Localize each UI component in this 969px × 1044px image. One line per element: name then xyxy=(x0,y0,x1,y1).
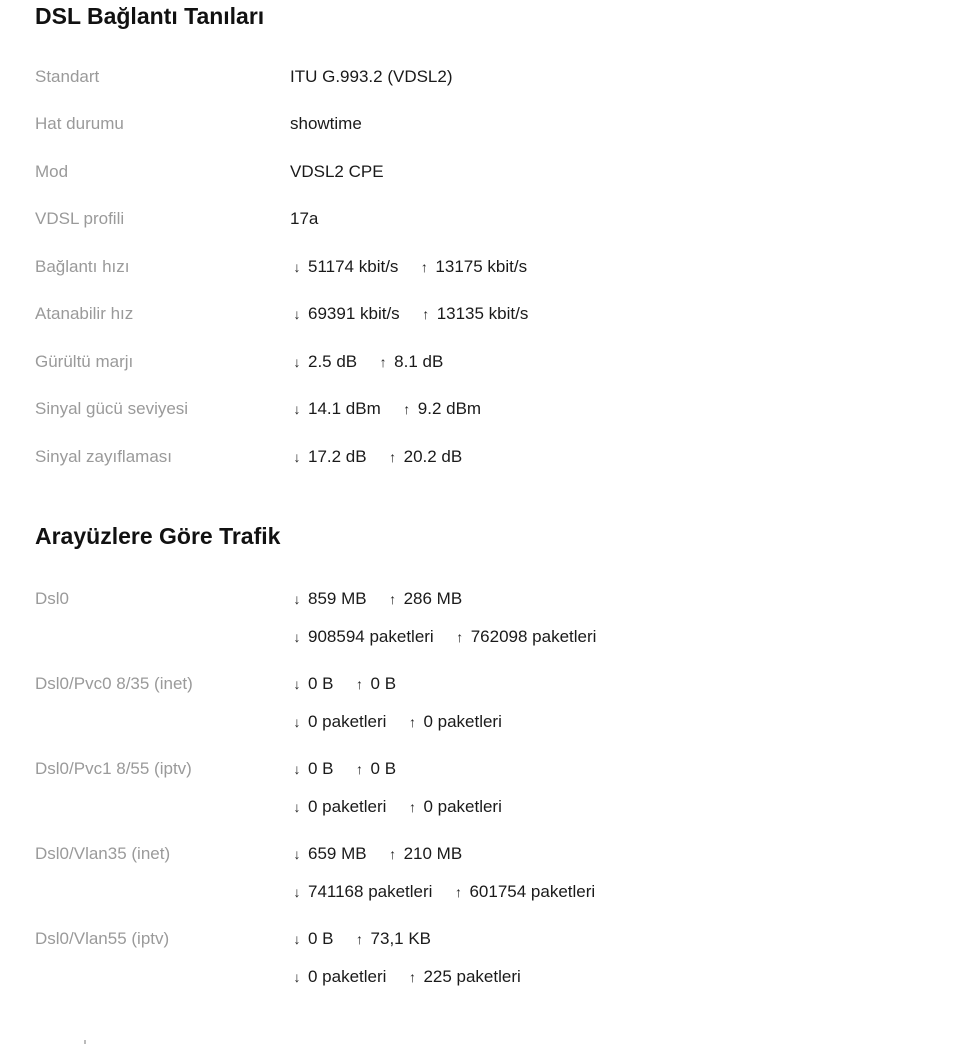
row-mode xyxy=(35,160,935,184)
bytes-down: 0 B xyxy=(308,759,334,778)
row-signal-power xyxy=(35,397,935,421)
packets-up: 225 paketleri xyxy=(423,967,521,986)
arrow-down-icon: ↓ xyxy=(293,449,301,465)
arrow-up-icon: ↑ xyxy=(456,629,464,645)
interface-label: Dsl0/Vlan35 (inet) xyxy=(35,844,171,863)
packets-down: 741168 paketleri xyxy=(308,882,433,901)
row-label: Mod xyxy=(35,162,69,181)
interface-pvc1-bytes xyxy=(35,757,935,781)
arrow-down-icon: ↓ xyxy=(293,969,301,985)
interface-vlan35-packets xyxy=(35,880,935,904)
arrow-up-icon: ↑ xyxy=(408,969,416,985)
downstream-value: 17.2 dB xyxy=(308,447,367,466)
value-pair xyxy=(290,445,462,469)
interface-label: Dsl0/Pvc1 8/55 (iptv) xyxy=(35,759,192,778)
bytes-pair xyxy=(290,587,462,611)
row-line-status xyxy=(35,112,935,136)
upstream-value: 20.2 dB xyxy=(403,447,463,466)
arrow-down-icon: ↓ xyxy=(293,714,301,730)
bytes-up: 73,1 KB xyxy=(370,929,432,948)
bytes-up: 286 MB xyxy=(403,589,463,608)
arrow-up-icon: ↑ xyxy=(389,449,397,465)
bytes-pair xyxy=(290,757,396,781)
upstream-value: 13175 kbit/s xyxy=(435,257,528,276)
arrow-down-icon: ↓ xyxy=(293,354,301,370)
row-standard xyxy=(35,65,935,89)
row-label: Hat durumu xyxy=(35,114,124,133)
arrow-down-icon: ↓ xyxy=(293,306,301,322)
downstream-value: 69391 kbit/s xyxy=(308,304,400,323)
row-label: Bağlantı hızı xyxy=(35,257,130,276)
packets-pair xyxy=(290,625,596,649)
packets-down: 0 paketleri xyxy=(308,967,387,986)
arrow-down-icon: ↓ xyxy=(293,761,301,777)
interface-vlan35-bytes xyxy=(35,842,935,866)
arrow-up-icon: ↑ xyxy=(408,799,416,815)
row-signal-attenuation xyxy=(35,445,935,469)
packets-pair xyxy=(290,795,502,819)
interface-pvc0-bytes xyxy=(35,672,935,696)
interface-dsl0-packets xyxy=(35,625,935,649)
speed-pair xyxy=(290,255,527,279)
packets-up: 762098 paketleri xyxy=(470,627,597,646)
downstream-value: 2.5 dB xyxy=(308,352,358,371)
row-label: Sinyal gücü seviyesi xyxy=(35,399,189,418)
value-pair xyxy=(290,397,481,421)
packets-down: 908594 paketleri xyxy=(308,627,434,646)
arrow-up-icon: ↑ xyxy=(454,884,462,900)
arrow-up-icon: ↑ xyxy=(422,306,430,322)
interface-label: Dsl0/Vlan55 (iptv) xyxy=(35,929,170,948)
traffic-by-interface-title: Arayüzlere Göre Trafik xyxy=(35,523,281,549)
row-label: Gürültü marjı xyxy=(35,352,134,371)
packets-up: 601754 paketleri xyxy=(469,882,596,901)
arrow-down-icon: ↓ xyxy=(293,401,301,417)
packets-pair xyxy=(290,965,521,989)
row-vdsl-profile xyxy=(35,207,935,231)
bytes-down: 0 B xyxy=(308,674,334,693)
arrow-up-icon: ↑ xyxy=(420,259,428,275)
row-noise-margin xyxy=(35,350,935,374)
interface-label: Dsl0/Pvc0 8/35 (inet) xyxy=(35,674,193,693)
interface-label: Dsl0 xyxy=(35,589,70,608)
row-label: Standart xyxy=(35,67,100,86)
row-value: 17a xyxy=(290,209,319,228)
upstream-value: 9.2 dBm xyxy=(417,399,482,418)
arrow-down-icon: ↓ xyxy=(293,799,301,815)
row-label: VDSL profili xyxy=(35,209,125,228)
cut-off-content-mark xyxy=(84,1040,86,1044)
packets-up: 0 paketleri xyxy=(423,712,502,731)
bytes-up: 0 B xyxy=(370,674,397,693)
bytes-pair xyxy=(290,842,462,866)
bytes-pair xyxy=(290,672,396,696)
packets-down: 0 paketleri xyxy=(308,712,387,731)
bytes-pair xyxy=(290,927,431,951)
arrow-up-icon: ↑ xyxy=(356,931,364,947)
packets-pair xyxy=(290,880,595,904)
dsl-diagnostics-title: DSL Bağlantı Tanıları xyxy=(35,3,265,29)
arrow-down-icon: ↓ xyxy=(293,846,301,862)
value-pair xyxy=(290,350,443,374)
interface-dsl0-bytes xyxy=(35,587,935,611)
arrow-down-icon: ↓ xyxy=(293,629,301,645)
packets-up: 0 paketleri xyxy=(423,797,502,816)
arrow-down-icon: ↓ xyxy=(293,676,301,692)
arrow-up-icon: ↑ xyxy=(403,401,411,417)
speed-pair xyxy=(290,302,528,326)
arrow-up-icon: ↑ xyxy=(408,714,416,730)
upstream-value: 13135 kbit/s xyxy=(436,304,529,323)
interface-vlan55-bytes xyxy=(35,927,935,951)
row-attainable-speed xyxy=(35,302,935,326)
row-label: Atanabilir hız xyxy=(35,304,134,323)
arrow-up-icon: ↑ xyxy=(379,354,387,370)
bytes-down: 0 B xyxy=(308,929,334,948)
row-value: ITU G.993.2 (VDSL2) xyxy=(290,67,453,86)
packets-down: 0 paketleri xyxy=(308,797,387,816)
downstream-value: 14.1 dBm xyxy=(308,399,381,418)
row-value: showtime xyxy=(290,114,362,133)
arrow-down-icon: ↓ xyxy=(293,931,301,947)
row-label: Sinyal zayıflaması xyxy=(35,447,172,466)
arrow-up-icon: ↑ xyxy=(356,676,364,692)
arrow-down-icon: ↓ xyxy=(293,884,301,900)
bytes-down: 659 MB xyxy=(308,844,367,863)
interface-pvc0-packets xyxy=(35,710,935,734)
interface-vlan55-packets xyxy=(35,965,935,989)
arrow-up-icon: ↑ xyxy=(356,761,364,777)
arrow-up-icon: ↑ xyxy=(389,591,397,607)
arrow-down-icon: ↓ xyxy=(293,259,301,275)
packets-pair xyxy=(290,710,502,734)
bytes-up: 0 B xyxy=(370,759,397,778)
row-connection-speed xyxy=(35,255,935,279)
bytes-up: 210 MB xyxy=(403,844,463,863)
arrow-down-icon: ↓ xyxy=(293,591,301,607)
bytes-down: 859 MB xyxy=(308,589,367,608)
arrow-up-icon: ↑ xyxy=(389,846,397,862)
interface-pvc1-packets xyxy=(35,795,935,819)
upstream-value: 8.1 dB xyxy=(394,352,444,371)
downstream-value: 51174 kbit/s xyxy=(308,257,399,276)
row-value: VDSL2 CPE xyxy=(290,162,384,181)
